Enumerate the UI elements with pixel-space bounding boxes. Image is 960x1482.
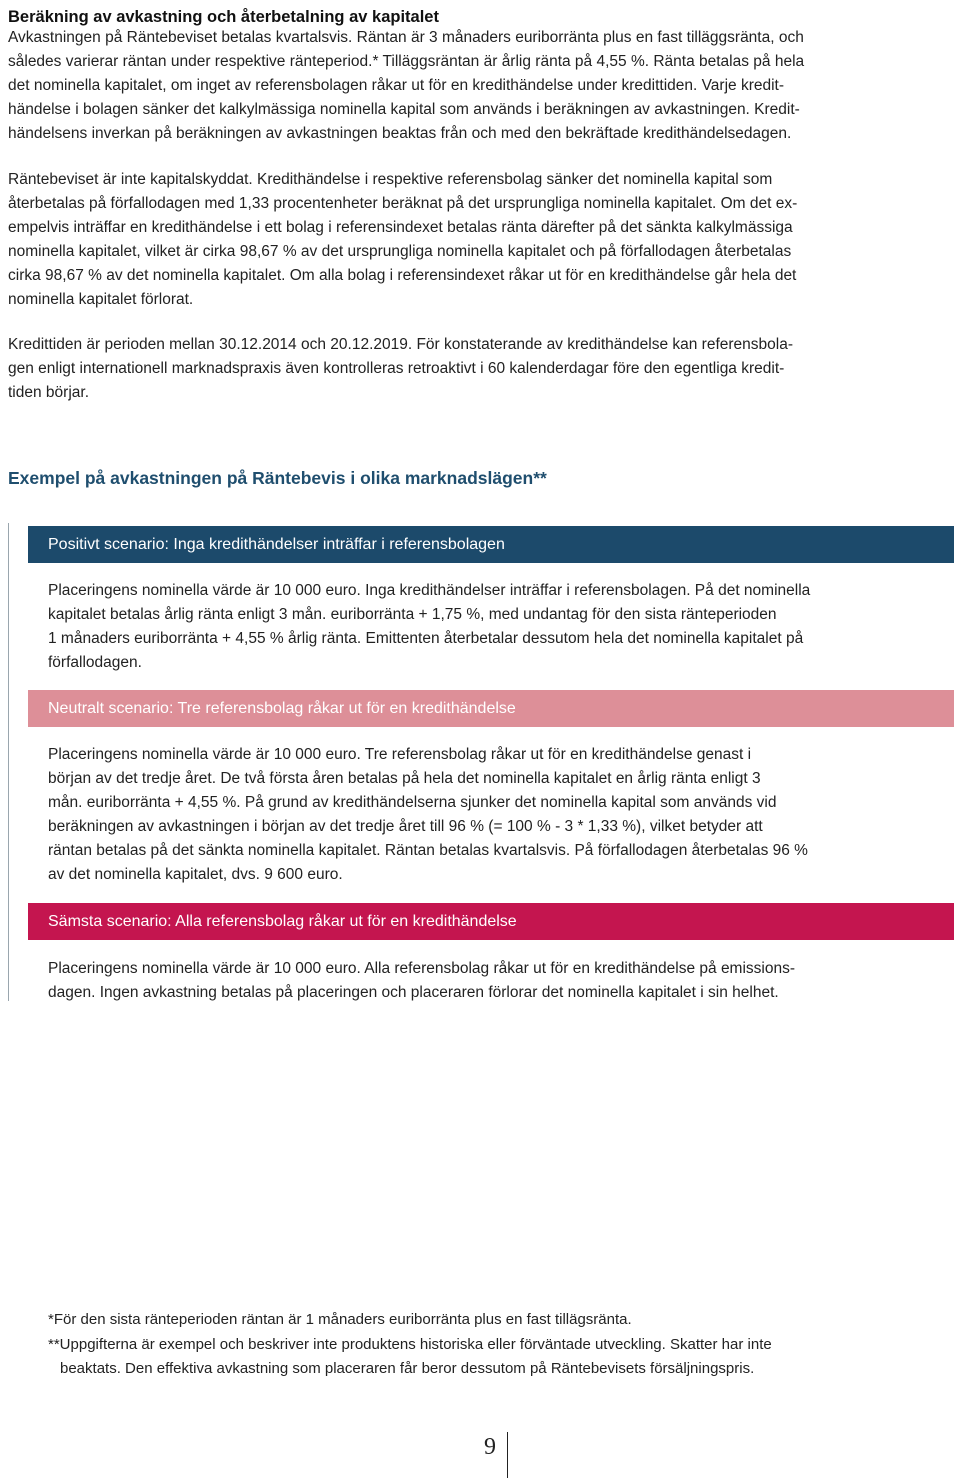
scenario-neutral-bar: Neutralt scenario: Tre referensbolag råkar ut för en kredithändelse xyxy=(28,690,954,727)
scenario-positive-text: Placeringens nominella värde är 10 000 euro. Inga kredithändelser inträffar i referensbolagen. På det nominella kapitalet betalas årlig ränta enligt 3 mån. euriborränta + 1,75 %, med undantag för den sista ränteperioden 1 månaders euriborränta + 4,55 % årlig ränta. Emittenten återbetalar dessutom hela det nominella kapitalet på förfallodagen. xyxy=(48,582,811,671)
section-heading: Beräkning av avkastning och återbetalning av kapitalet xyxy=(8,8,439,26)
page-number: 9 xyxy=(484,1434,496,1460)
examples-title: Exempel på avkastningen på Räntebevis i olika marknadslägen** xyxy=(8,468,547,488)
scenario-neutral-text: Placeringens nominella värde är 10 000 euro. Tre referensbolag råkar ut för en kredithändelse genast i början av det tredje året. De två första åren betalas på hela det nominella kapitalet en årlig ränta enligt 3 mån. euriborränta + 4,55 %. På grund av kredithändelserna sjunker det nominella kapital som används vid beräkningen av avkastningen i början av det tredje året till 96 % (= 100 % - 3 * 1,33 %), vilket betyder att räntan betalas på det sänkta nominella kapitalet. Räntan betalas kvartalsvis. På förfallodagen återbetalas 96 % av det nominella kapitalet, dvs. 9 600 euro. xyxy=(48,746,808,883)
paragraph-credit-period: Kredittiden är perioden mellan 30.12.2014 och 20.12.2019. För konstaterande av kredithändelse kan referensbola- gen enligt internationell marknadspraxis även kontrolleras retroaktivt i 60 kalenderdagar före den egentliga kredit- tiden börjar. xyxy=(8,336,793,401)
scenario-worst-bar: Sämsta scenario: Alla referensbolag råkar ut för en kredithändelse xyxy=(28,903,954,940)
footnote-2: **Uppgifterna är exempel och beskriver inte produktens historiska eller förväntade utveckling. Skatter har inte xyxy=(48,1336,772,1353)
scenario-side-rule xyxy=(8,523,9,1001)
paragraph-return-calculation: Avkastningen på Räntebeviset betalas kvartalsvis. Räntan är 3 månaders euriborränta plus en fast tilläggsränta, och således varierar räntan under respektive ränteperiod.* Tilläggsräntan är årlig ränta på 4,55 %. Ränta betalas på hela det nominella kapitalet, om inget av referensbolagen råkar ut för en kredithändelse under kredittiden. Varje kredit- händelse i bolagen sänker det kalkylmässiga nominella kapital som används i beräkningen av avkastningen. Kredit- händelsens inverkan på beräkningen av avkastningen beaktas från och med den bekräftade kredithändelsedagen. xyxy=(8,29,805,142)
footnote-1: *För den sista ränteperioden räntan är 1 månaders euriborränta plus en fast tillägsränta. xyxy=(48,1311,632,1328)
scenario-positive-bar: Positivt scenario: Inga kredithändelser inträffar i referensbolagen xyxy=(28,526,954,563)
paragraph-capital-protection: Räntebeviset är inte kapitalskyddat. Kredithändelse i respektive referensbolag sänker det nominella kapital som återbetalas på förfallodagen med 1,33 procentenheter beräknat på det ursprungliga nominella kapitalet. Om det ex- empelvis inträffar en kredithändelse i ett bolag i referensindexet betalas ränta därefter på det sänkta kalkylmässiga nominella kapitalet, vilket är cirka 98,67 % av det ursprungliga nominella kapitalet och på förfallodagen återbetalas cirka 98,67 % av det nominella kapitalet. Om alla bolag i referensindexet råkar ut för en kredithändelse går hela det nominella kapitalet förlorat. xyxy=(8,171,798,308)
page-number-rule xyxy=(507,1432,508,1478)
scenario-worst-text: Placeringens nominella värde är 10 000 euro. Alla referensbolag råkar ut för en kredithändelse på emissions- dagen. Ingen avkastning betalas på placeringen och placeraren förlorar det nominella kapitalet i sin helhet. xyxy=(48,960,796,1001)
footnote-2-continued: beaktats. Den effektiva avkastning som placeraren får beror dessutom på Räntebevisets försäljningspris. xyxy=(60,1360,755,1377)
